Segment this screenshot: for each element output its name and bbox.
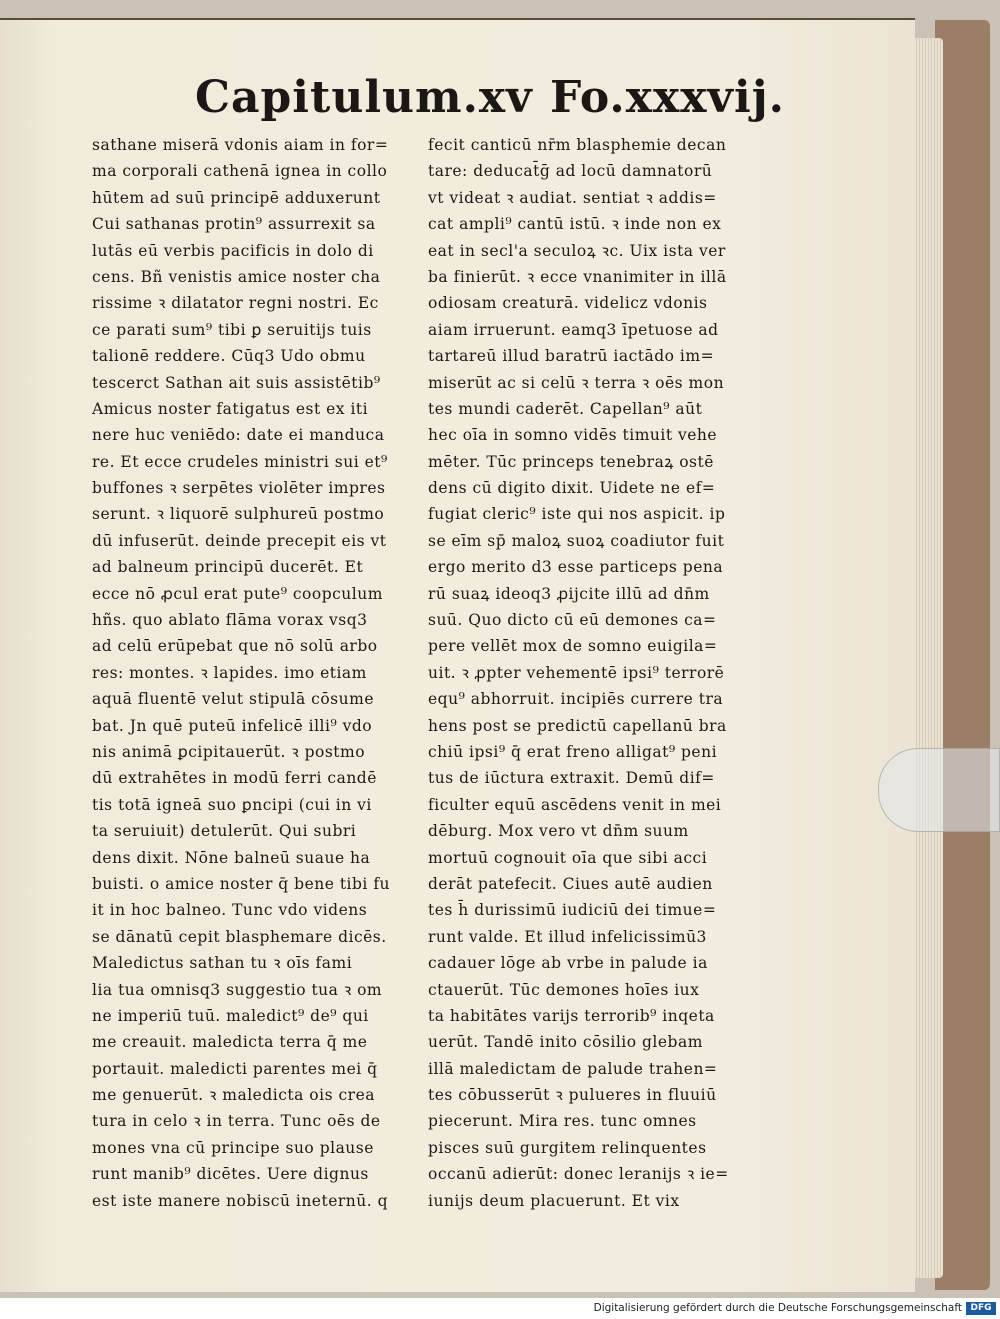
text-line: dēburg. Mox vero vt dn̄m suum <box>428 822 689 841</box>
text-line: chiū ipsi⁹ q̄ erat freno alligat⁹ peni <box>428 742 718 761</box>
text-line: uit. ꝛ ꝓpter vehementē ipsi⁹ terrorē <box>428 663 725 682</box>
text-line: nis animā ꝑcipitauerūt. ꝛ postmo <box>92 742 366 761</box>
text-line: tartareū illud baratrū iactādo im= <box>428 347 715 366</box>
text-line: tes mundi caderēt. Capellan⁹ aūt <box>428 399 703 418</box>
text-line: portauit. maledicti parentes mei q̄ <box>92 1059 378 1078</box>
text-line: uerūt. Tandē inito cōsilio glebam <box>428 1033 703 1052</box>
book-cover-edge <box>935 20 990 1290</box>
text-line: equ⁹ abhorruit. incipiēs currere tra <box>428 690 724 709</box>
page-heading <box>195 72 785 132</box>
folio-number: Fo.xxxvij. <box>550 72 785 123</box>
text-line: occanū adierūt: donec leranijs ꝛ ie= <box>428 1165 729 1184</box>
text-line: odiosam creaturā. videlicz vdonis <box>428 294 708 313</box>
text-line: nere huc veniēdo: date ei manduca <box>92 426 385 445</box>
page-clip <box>878 748 1000 832</box>
text-line: est iste manere nobiscū ineternū. q <box>92 1191 389 1210</box>
text-line: dū infuserūt. deinde precepit eis vt <box>92 531 387 550</box>
text-line: cadauer lōge ab vrbe in palude ia <box>428 954 708 973</box>
text-line: ad celū erūpebat que nō solū arbo <box>92 637 378 656</box>
text-line: lutās eū verbis pacificis in dolo di <box>92 241 374 260</box>
text-line: ergo merito d3 esse particeps pena <box>428 558 724 577</box>
text-line: runt manib⁹ dicētes. Uere dignus <box>92 1165 369 1184</box>
text-line: it in hoc balneo. Tunc vdo videns <box>92 901 368 920</box>
text-line: ctauerūt. Tūc demones hoīes iux <box>428 980 700 999</box>
text-line: lia tua omnisq3 suggestio tua ꝛ om <box>92 980 383 999</box>
text-line: tis totā igneā suo ꝑncipi (cui in vi <box>92 795 372 814</box>
text-line: dens cū digito dixit. Uidete ne ef= <box>428 479 716 498</box>
text-line: tus de iūctura extraxit. Demū dif= <box>428 769 715 788</box>
text-line: res: montes. ꝛ lapides. imo etiam <box>92 663 367 682</box>
text-line: ma corporali cathenā ignea in collo <box>92 162 388 181</box>
digitization-credit: Digitalisierung gefördert durch die Deutsche Forschungsgemeinschaft <box>593 1302 962 1314</box>
text-line: buisti. o amice noster q̄ bene tibi fu <box>92 874 391 893</box>
text-line: runt valde. Et illud infelicissimū3 <box>428 927 707 946</box>
text-line: ecce nō ꝓcul erat pute⁹ coopculum <box>92 584 383 603</box>
text-line: ficulter equū ascēdens venit in mei <box>428 795 722 814</box>
chapter-title: Capitulum.xv <box>195 72 533 123</box>
text-line: mones vna cū principe suo plause <box>92 1138 374 1157</box>
text-line: tes h̄ durissimū iudiciū dei timue= <box>428 901 717 920</box>
text-line: tes cōbusserūt ꝛ pulueres in fluuiū <box>428 1086 717 1105</box>
right-text-column <box>428 132 756 1214</box>
text-line: mortuū cognouit oīa que sibi acci <box>428 848 708 867</box>
text-line: dū extrahētes in modū ferri candē <box>92 769 377 788</box>
text-line: ta seruiuit) detulerūt. Qui subri <box>92 822 357 841</box>
text-line: pere vellēt mox de somno euigila= <box>428 637 718 656</box>
text-line: tescerct Sathan ait suis assistētib⁹ <box>92 373 381 392</box>
text-line: serunt. ꝛ liquorē sulphureū postmo <box>92 505 385 524</box>
text-line: hens post se predictū capellanū bra <box>428 716 727 735</box>
text-line: tare: deducat̄ḡ ad locū damnatorū <box>428 162 713 181</box>
text-line: ta habitātes varijs terrorib⁹ inqeta <box>428 1006 715 1025</box>
text-line: dens dixit. Nōne balneū suaue ha <box>92 848 371 867</box>
text-line: illā maledictam de palude trahen= <box>428 1059 718 1078</box>
text-line: miserūt ac si celū ꝛ terra ꝛ oēs mon <box>428 373 725 392</box>
text-line: cens. Bñ venistis amice noster cha <box>92 267 381 286</box>
text-line: mēter. Tūc princeps tenebraꝝ ostē <box>428 452 714 471</box>
text-line: tura in celo ꝛ in terra. Tunc oēs de <box>92 1112 381 1131</box>
text-line: Cui sathanas protin⁹ assurrexit sa <box>92 215 376 234</box>
text-line: buffones ꝛ serpētes violēter impres <box>92 479 386 498</box>
text-line: ad balneum principū ducerēt. Et <box>92 558 364 577</box>
text-line: aiam irruerunt. eamq3 īpetuose ad <box>428 320 719 339</box>
text-line: suū. Quo dicto cū eū demones ca= <box>428 611 717 630</box>
text-line: derāt patefecit. Ciues autē audien <box>428 874 713 893</box>
text-line: aquā fluentē velut stipulā cōsume <box>92 690 374 709</box>
text-line: rissime ꝛ dilatator regni nostri. Ec <box>92 294 379 313</box>
text-line: hñs. quo ablato flāma vorax vsq3 <box>92 611 368 630</box>
text-line: Amicus noster fatigatus est ex iti <box>92 399 369 418</box>
text-line: piecerunt. Mira res. tunc omnes <box>428 1112 697 1131</box>
text-line: Maledictus sathan tu ꝛ oīs fami <box>92 954 353 973</box>
left-text-column <box>92 132 414 1214</box>
dfg-logo: DFG <box>966 1302 996 1315</box>
text-line: sathane miserā vdonis aiam in for= <box>92 136 389 154</box>
text-line: fugiat cleric⁹ iste qui nos aspicit. ip <box>428 505 726 524</box>
text-line: vt videat ꝛ audiat. sentiat ꝛ addis= <box>428 188 717 207</box>
text-line: hec oīa in somno vidēs timuit vehe <box>428 426 718 445</box>
text-line: se dānatū cepit blasphemare dicēs. <box>92 927 387 946</box>
text-line: me genuerūt. ꝛ maledicta ois crea <box>92 1086 375 1105</box>
text-line: me creauit. maledicta terra q̄ me <box>92 1033 368 1052</box>
text-line: iunijs deum placuerunt. Et vix <box>428 1191 680 1210</box>
text-line: se eīm sp̄ maloꝝ suoꝝ coadiutor fuit <box>428 531 725 550</box>
text-line: ne imperiū tuū. maledict⁹ de⁹ qui <box>92 1006 369 1025</box>
text-line: cat ampli⁹ cantū istū. ꝛ inde non ex <box>428 215 722 234</box>
text-line: talionē reddere. Cūq3 Udo obmu <box>92 347 366 366</box>
text-line: ce parati sum⁹ tibi ꝑ seruitijs tuis <box>92 320 372 339</box>
text-line: rū suaꝝ ideoq3 ꝓijcite illū ad dn̄m <box>428 584 710 603</box>
text-line: re. Et ecce crudeles ministri sui et⁹ <box>92 452 388 471</box>
text-line: ba finierūt. ꝛ ecce vnanimiter in illā <box>428 267 727 286</box>
text-line: eat in secl'a seculoꝝ ꝛc. Uix ista ver <box>428 241 726 260</box>
text-line: pisces suū gurgitem relinquentes <box>428 1138 707 1157</box>
text-line: fecit canticū nr̄m blasphemie decan <box>428 136 727 154</box>
text-line: hūtem ad suū principē adduxerunt <box>92 188 381 207</box>
text-line: bat. Jn quē puteū infelicē illi⁹ vdo <box>92 716 373 735</box>
